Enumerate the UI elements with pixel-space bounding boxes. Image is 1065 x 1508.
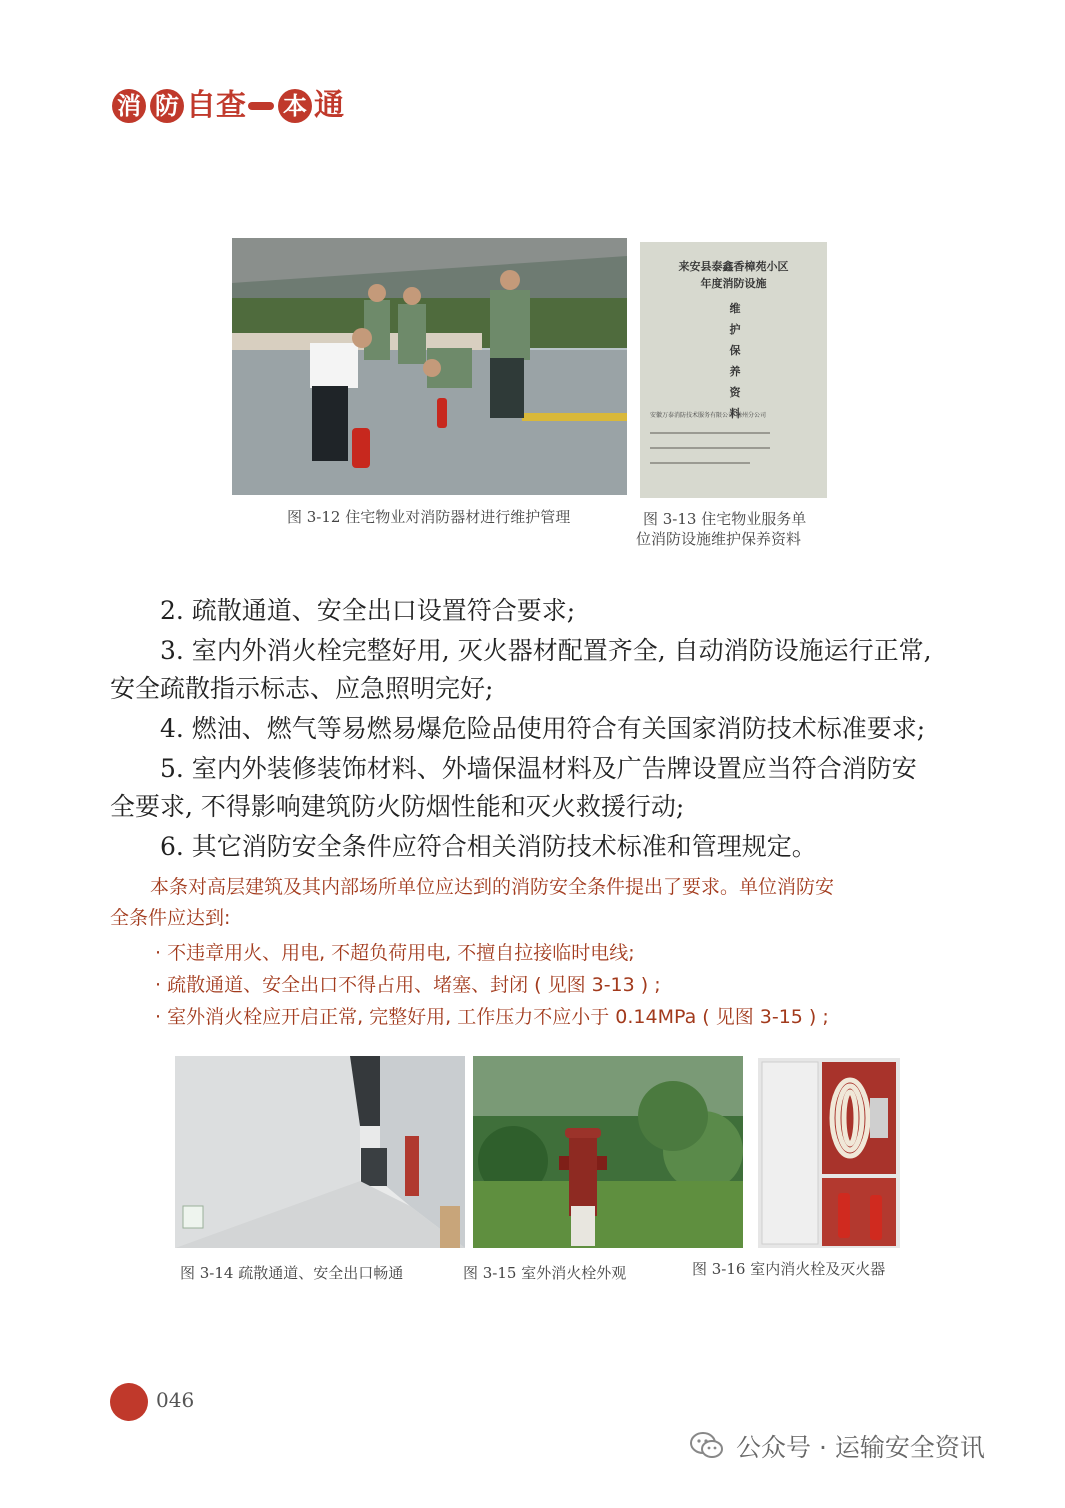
doc-vchar: 护: [729, 323, 741, 336]
photo-indoor-hydrant-cabinet: [758, 1058, 900, 1248]
doc-vchar: 料: [729, 407, 741, 420]
note-line2: 全条件应达到:: [110, 907, 231, 929]
photo-evacuation-corridor: [175, 1056, 465, 1248]
paragraph-3-line1: 3. 室内外消火栓完整好用, 灭火器材配置齐全, 自动消防设施运行正常,: [160, 636, 932, 665]
wechat-watermark: [690, 1428, 985, 1464]
caption-fig-3-14: 图 3-14 疏散通道、安全出口畅通: [180, 1264, 404, 1282]
paragraph-5-line2: 全要求, 不得影响建筑防火防烟性能和灭火救援行动;: [110, 792, 685, 821]
doc-vchar: 保: [729, 344, 741, 357]
doc-title-line2: 年度消防设施: [700, 277, 767, 290]
doc-company-suffix: 滁州分公司: [735, 412, 766, 419]
caption-fig-3-15: 图 3-15 室外消火栓外观: [463, 1264, 627, 1282]
brand-char-4: 查: [216, 88, 246, 123]
paragraph-6: 6. 其它消防安全条件应符合相关消防技术标准和管理规定。: [160, 832, 817, 861]
note-bullet: · 不违章用火、用电, 不超负荷用电, 不擅自拉接临时电线;: [155, 942, 635, 964]
caption-fig-3-16: 图 3-16 室内消火栓及灭火器: [692, 1260, 886, 1278]
paragraph-4: 4. 燃油、燃气等易燃易爆危险品使用符合有关国家消防技术标准要求;: [160, 714, 926, 743]
photo-fire-equipment-maintenance: [232, 238, 627, 495]
brand-char-2: 防: [150, 89, 184, 123]
paragraph-5-line1: 5. 室内外装修装饰材料、外墙保温材料及广告牌设置应当符合消防安: [160, 754, 917, 783]
doc-title-line1: 来安县泰鑫香樟苑小区: [678, 260, 789, 273]
doc-line: [650, 447, 770, 449]
brand-char-1: 消: [112, 89, 146, 123]
doc-vertical-title: [725, 298, 745, 424]
brand-char-5-bar: [248, 102, 274, 110]
doc-vchar: 维: [729, 302, 741, 315]
doc-vchar: 养: [729, 365, 741, 378]
caption-fig-3-13-line2: 位消防设施维护保养资料: [636, 530, 802, 548]
doc-title: [640, 258, 827, 292]
photo-maintenance-records-document: [640, 242, 827, 498]
note-bullet: · 疏散通道、安全出口不得占用、堵塞、封闭 ( 见图 3-13 ) ;: [155, 974, 661, 996]
wechat-icon: [690, 1432, 724, 1460]
doc-line: [650, 462, 750, 464]
page-number-dot: [110, 1383, 148, 1421]
watermark-text: 公众号 · 运输安全资讯: [736, 1433, 985, 1462]
brand-char-3: 自: [186, 88, 216, 123]
doc-vchar: 资: [729, 386, 741, 399]
page-number: 046: [156, 1388, 195, 1412]
note-line1: 本条对高层建筑及其内部场所单位应达到的消防安全条件提出了要求。单位消防安: [150, 876, 835, 898]
paragraph-2: 2. 疏散通道、安全出口设置符合要求;: [160, 596, 576, 625]
photo-outdoor-fire-hydrant: [473, 1056, 743, 1248]
book-brand-title: [110, 86, 344, 126]
paragraph-3-line2: 安全疏散指示标志、应急照明完好;: [110, 674, 494, 703]
brand-char-7: 通: [314, 88, 344, 123]
doc-company-name: 安徽万泰消防技术服务有限公司: [650, 412, 735, 419]
caption-fig-3-12: 图 3-12 住宅物业对消防器材进行维护管理: [287, 508, 571, 526]
note-bullet: · 室外消火栓应开启正常, 完整好用, 工作压力不应小于 0.14MPa ( 见图 3-15 ) ;: [155, 1006, 829, 1028]
brand-char-6: 本: [278, 89, 312, 123]
doc-line: [650, 432, 770, 434]
doc-company: [650, 410, 820, 419]
caption-fig-3-13-line1: 图 3-13 住宅物业服务单: [643, 510, 807, 528]
